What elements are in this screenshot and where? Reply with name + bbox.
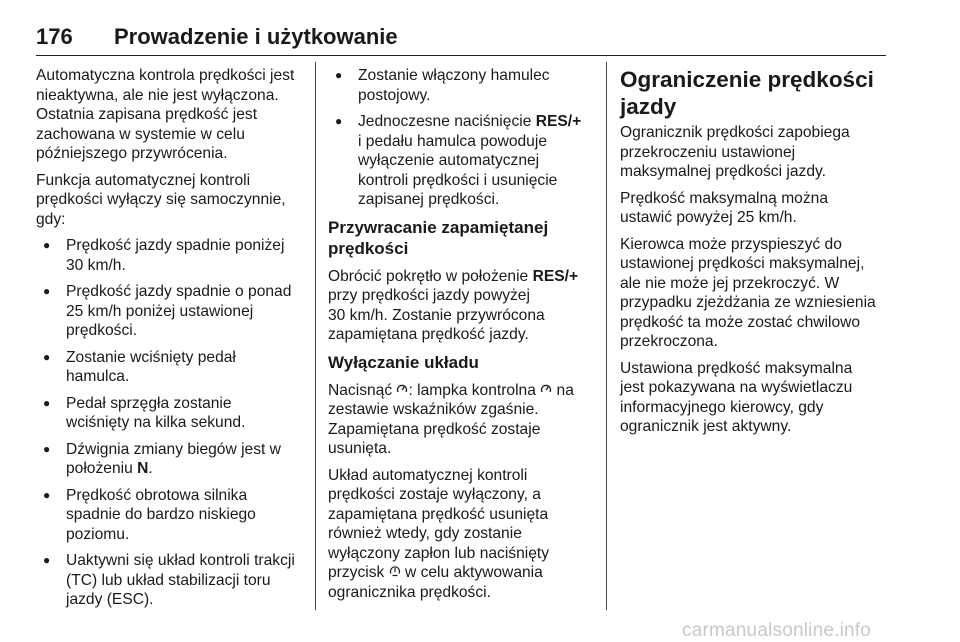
column-divider bbox=[606, 62, 607, 610]
page-number: 176 bbox=[36, 24, 73, 49]
cruise-control-icon bbox=[540, 381, 552, 401]
cruise-control-icon bbox=[396, 381, 408, 401]
list-item: ● Zostanie wciśnięty pedał hamulca. bbox=[36, 348, 302, 387]
paragraph-limiter-intro: Ogranicznik prędkości zapobiega przekroczeniu ustawionej maksymalnej prędkości jazdy. bbox=[620, 124, 850, 180]
paragraph-limiter-min: Prędkość maksymalną można ustawić powyżej 25 km/h. bbox=[620, 189, 828, 226]
paragraph-inactive: Automatyczna kontrola prędkości jest nieaktywna, ale nie jest wyłączona. Ostatnia zapisana prędkość jest zachowana w systemie w celu późniejszego przywrócenia. bbox=[36, 67, 295, 162]
column-right bbox=[620, 66, 890, 444]
heading-turn-off: Wyłączanie układu bbox=[328, 352, 479, 372]
list-item: ● Dźwignia zmiany biegów jest w położeniu N. bbox=[36, 440, 302, 479]
column-divider bbox=[315, 62, 316, 610]
list-item: ● Zostanie włączony hamulec postojowy. bbox=[328, 66, 592, 105]
bullet-list-conditions-cont bbox=[328, 66, 592, 210]
res-plus-label: RES/+ bbox=[535, 113, 582, 130]
list-item: ● Pedał sprzęgła zostanie wciśnięty na kilka sekund. bbox=[36, 394, 302, 433]
list-item: ● Prędkość jazdy spadnie o ponad 25 km/h poniżej ustawionej prędkości. bbox=[36, 282, 302, 341]
list-item: ● Uaktywni się układ kontroli trakcji (TC) lub układ stabilizacji toru jazdy (ESC). bbox=[36, 551, 302, 610]
section-title-speed-limit: Ograniczenie prędkości jazdy bbox=[620, 67, 874, 119]
list-item: ● Jednoczesne naciśnięcie RES/+ i pedału hamulca powoduje wyłączenie automatycznej kontroli prędkości i usunięcie zapisanej prędkości. bbox=[328, 112, 592, 210]
gear-n: N bbox=[137, 460, 149, 477]
bullet-list-conditions bbox=[36, 236, 302, 610]
page-header bbox=[36, 16, 886, 56]
watermark: carmanualsonline.info bbox=[682, 620, 872, 641]
paragraph-turn-off: Nacisnąć : lampka kontrolna na zestawie wskaźników zgaśnie. Zapamiętana prędkość zostaje usunięta. bbox=[328, 381, 574, 457]
paragraph-restore: Obrócić pokrętło w położenie RES/+ przy prędkości jazdy powyżej 30 km/h. Zostanie przywrócona zapamiętana prędkość jazdy. bbox=[328, 267, 579, 343]
column-middle bbox=[328, 66, 592, 609]
res-plus-label: RES/+ bbox=[532, 267, 579, 285]
chapter-title: Prowadzenie i użytkowanie bbox=[114, 24, 398, 49]
heading-restore-speed: Przywracanie zapamiętanej prędkości bbox=[328, 217, 549, 258]
paragraph-state: Układ automatycznej kontroli prędkości zostaje wyłączony, a zapamiętana prędkość usunięta również wtedy, gdy zostanie wyłączony zapłon lub naciśnięty przycisk w celu aktywowania ogranicznika prędkości. bbox=[328, 466, 550, 601]
list-item: ● Prędkość obrotowa silnika spadnie do bardzo niskiego poziomu. bbox=[36, 486, 302, 545]
paragraph-auto-off: Funkcja automatycznej kontroli prędkości wyłączy się samoczynnie, gdy: bbox=[36, 171, 286, 228]
paragraph-limiter-accel: Kierowca może przyspieszyć do ustawionej prędkości maksymalnej, ale nie może jej przekroczyć. W przypadku zjeżdżania ze wzniesienia prędkość ta może zostać chwilowo przekroczona. bbox=[620, 235, 876, 350]
paragraph-limiter-display: Ustawiona prędkość maksymalna jest pokazywana na wyświetlaczu informacyjnego kierowcy, gdy ogranicznik jest aktywny. bbox=[620, 359, 853, 435]
list-item: ● Prędkość jazdy spadnie poniżej 30 km/h. bbox=[36, 236, 302, 275]
speed-limiter-icon bbox=[389, 563, 401, 583]
column-left bbox=[36, 66, 302, 617]
